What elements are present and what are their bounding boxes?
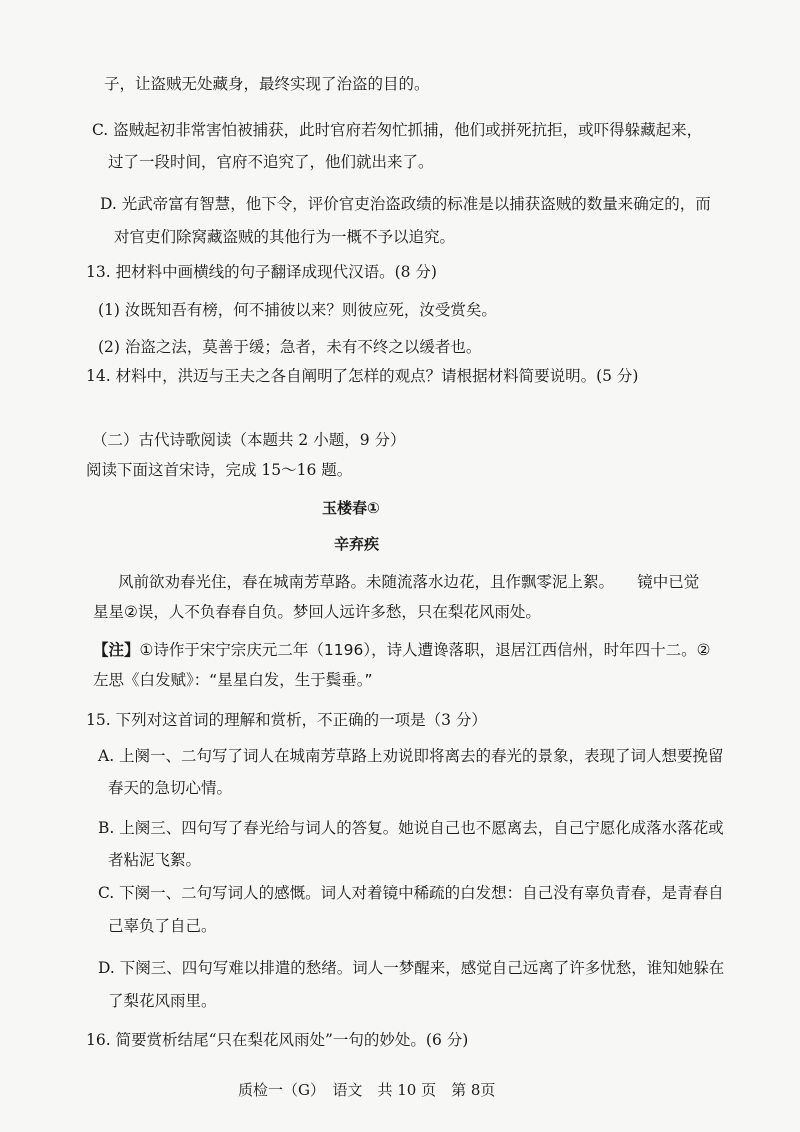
note-tag: 【注】 bbox=[93, 641, 140, 659]
option-c-line-2: 过了一段时间，官府不追究了，他们就出来了。 bbox=[108, 153, 434, 171]
question-13-sentence-2: (2) 治盗之法，莫善于缓；急者，未有不终之以缓者也。 bbox=[98, 338, 482, 356]
question-15-option-a-line-2: 春天的急切心情。 bbox=[108, 779, 233, 797]
poem-author: 辛弃疾 bbox=[334, 535, 380, 553]
page-footer: 质检一（G） 语文 共 10 页 第 8页 bbox=[238, 1081, 496, 1099]
poem-title: 玉楼春① bbox=[322, 499, 380, 517]
question-16-stem: 16. 简要赏析结尾“只在梨花风雨处”一句的妙处。(6 分) bbox=[86, 1031, 469, 1049]
question-15-option-b-line-1: B. 上阕三、四句写了春光给与词人的答复。她说自己也不愿离去，自己宁愿化成落水落花或 bbox=[98, 819, 724, 837]
question-14-stem: 14. 材料中，洪迈与王夫之各自阐明了怎样的观点？请根据材料简要说明。(5 分) bbox=[86, 367, 639, 385]
question-15-option-c-line-1: C. 下阕一、二句写词人的感慨。词人对着镜中稀疏的白发想：自己没有辜负青春，是青春自 bbox=[98, 884, 724, 902]
note-text: ①诗作于宋宁宗庆元二年（1196），诗人遭谗落职，退居江西信州，时年四十二。② bbox=[139, 641, 711, 659]
question-15-stem: 15. 下列对这首词的理解和赏析，不正确的一项是（3 分） bbox=[86, 711, 487, 729]
question-15-option-c-line-2: 己辜负了自己。 bbox=[108, 917, 217, 935]
poem-note-line-2: 左思《白发赋》：“星星白发，生于鬓垂。” bbox=[93, 671, 373, 689]
question-13-sentence-1: (1) 汝既知吾有榜，何不捕彼以来？则彼应死，汝受赏矣。 bbox=[98, 301, 497, 319]
option-c-line-1: C. 盗贼起初非常害怕被捕获，此时官府若匆忙抓捕，他们或拼死抗拒，或吓得躲藏起来， bbox=[92, 121, 703, 139]
question-15-option-a-line-1: A. 上阕一、二句写了词人在城南芳草路上劝说即将离去的春光的景象，表现了词人想要挽留 bbox=[98, 747, 724, 765]
option-d-line-1: D. 光武帝富有智慧，他下令，评价官吏治盗政绩的标准是以捕获盗贼的数量来确定的，而 bbox=[100, 195, 711, 213]
option-d-line-2: 对官吏们除窝藏盗贼的其他行为一概不予以追究。 bbox=[114, 228, 456, 246]
poem-line-2: 星星②误，人不负春春自负。梦回人远许多愁，只在梨花风雨处。 bbox=[93, 603, 541, 621]
poem-note-line-1 bbox=[93, 640, 711, 660]
question-13-stem: 13. 把材料中画横线的句子翻译成现代汉语。(8 分) bbox=[86, 263, 437, 281]
option-b-continuation: 子，让盗贼无处藏身，最终实现了治盗的目的。 bbox=[104, 75, 430, 93]
question-15-option-d-line-1: D. 下阕三、四句写难以排遣的愁绪。词人一梦醒来，感觉自己远离了许多忧愁，谁知她躲在 bbox=[98, 959, 725, 977]
question-15-option-b-line-2: 者粘泥飞絮。 bbox=[108, 851, 202, 869]
question-15-option-d-line-2: 了梨花风雨里。 bbox=[108, 992, 217, 1010]
section-2-intro: 阅读下面这首宋诗，完成 15～16 题。 bbox=[86, 461, 353, 479]
section-2-heading: （二）古代诗歌阅读（本题共 2 小题，9 分） bbox=[92, 431, 406, 449]
poem-line-1: 风前欲劝春光住，春在城南芳草路。未随流落水边花，且作飘零泥上絮。 镜中已觉 bbox=[118, 573, 700, 591]
